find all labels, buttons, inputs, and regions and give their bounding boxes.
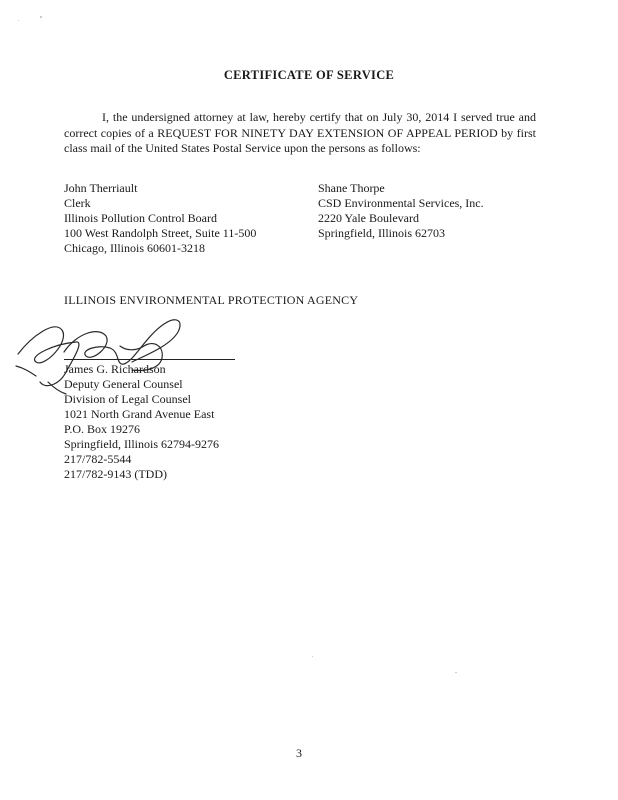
certification-paragraph (64, 110, 536, 157)
recipient-street: 100 West Randolph Street, Suite 11-500 (64, 226, 257, 240)
recipient-street: 2220 Yale Boulevard (318, 211, 419, 225)
signer-tdd: 217/782-9143 (TDD) (64, 467, 167, 481)
signature-line (64, 359, 235, 360)
recipient-block-csd (318, 181, 484, 241)
recipient-organization: CSD Environmental Services, Inc. (318, 196, 484, 210)
signer-phone: 217/782-5544 (64, 452, 132, 466)
scan-speck (312, 656, 313, 657)
page-number: 3 (296, 746, 302, 760)
signer-city: Springfield, Illinois 62794-9276 (64, 437, 219, 451)
recipient-block-clerk (64, 181, 256, 256)
signer-street: 1021 North Grand Avenue East (64, 407, 215, 421)
signer-block (64, 362, 219, 482)
signer-division: Division of Legal Counsel (64, 392, 191, 406)
recipient-name: John Therriault (64, 181, 138, 195)
recipient-title: Clerk (64, 196, 91, 210)
recipient-city: Chicago, Illinois 60601-3218 (64, 241, 205, 255)
signer-title: Deputy General Counsel (64, 377, 183, 391)
certification-text: I, the undersigned attorney at law, hereby certify that on July 30, 2014 I served true and correct copies of a REQUEST FOR NINETY DAY EXTENSION OF APPEAL PERIOD by first class mail of the United States Postal Service upon the persons as follows: (64, 110, 536, 155)
recipient-organization: Illinois Pollution Control Board (64, 211, 218, 225)
signer-po-box: P.O. Box 19276 (64, 422, 141, 436)
signer-name: James G. Richardson (64, 362, 166, 376)
agency-name: ILLINOIS ENVIRONMENTAL PROTECTION AGENCY (64, 293, 359, 307)
scan-speck (455, 672, 457, 673)
document-title: CERTIFICATE OF SERVICE (223, 68, 395, 82)
recipient-city: Springfield, Illinois 62703 (318, 226, 445, 240)
scan-speck (18, 20, 19, 21)
recipient-name: Shane Thorpe (318, 181, 385, 195)
scan-speck (40, 16, 42, 18)
